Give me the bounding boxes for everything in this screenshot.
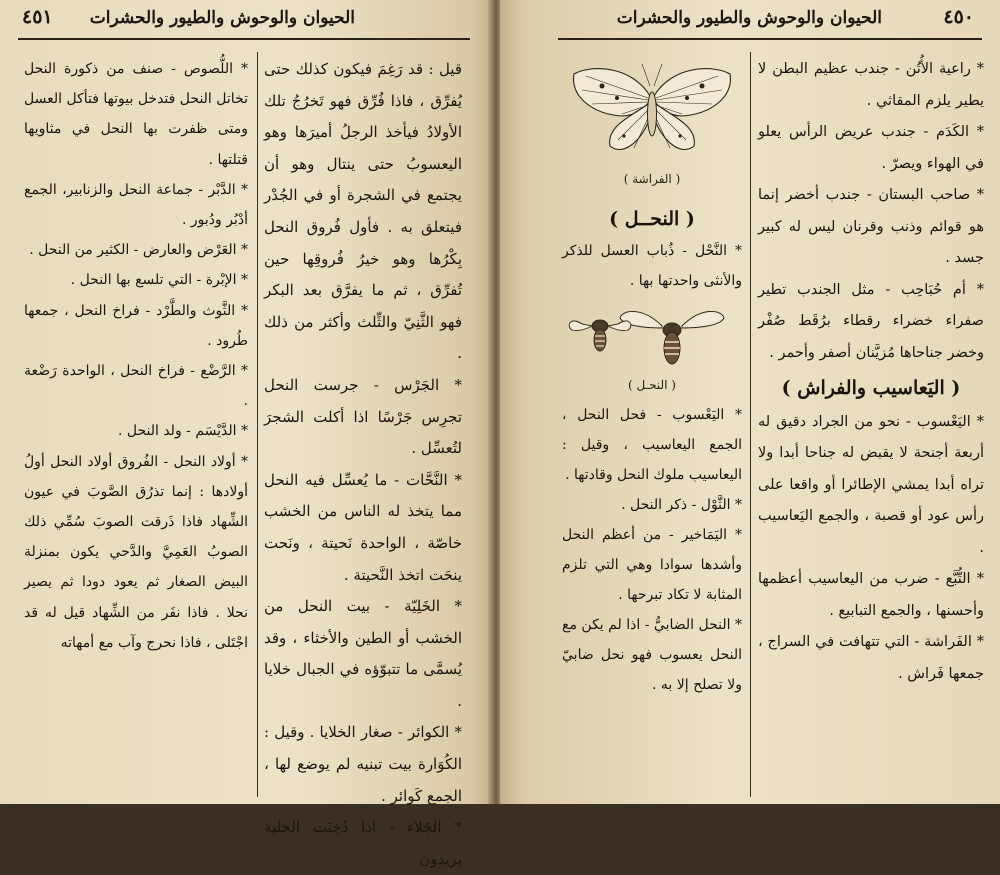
- entry: * النَّحَّات - ما يُعسِّل فيه النحل مما يتخذ له الناس من الخشب خاصّة ، الواحدة نَحيتة ، ونَحت ينحَت اتخذ النَّحيتة .: [264, 470, 462, 584]
- entry: * الثَّوْل - ذكر النحل .: [621, 497, 742, 513]
- entry: * الكَدَم - جندب عريض الرأس يعلو في الهواء ويصرّ .: [758, 124, 984, 172]
- entry: * النَّحْل - ذُباب العسل للذكر والأنثى واحدتها بها .: [562, 243, 742, 289]
- entry: * الجَلاء - اذا دُخِنَت الخلية يريدون: [264, 818, 462, 868]
- entry: * الدَّبْر - جماعة النحل والزنابير، الجمع أدْبُر ودُبور .: [24, 181, 248, 229]
- entry: * الخَلِيّة - بيت النحل من الخشب أو الطين والأخثاء ، وقد يُسمَّى ما تتبوّؤه في الجبال خلايا .: [264, 597, 462, 710]
- right-header-title: الحيوان والوحوش والطيور والحشرات: [616, 8, 882, 28]
- left-header-rule: [18, 38, 470, 40]
- entry: * الكوائر - صغار الخلايا . وقيل : الكُوَارة بيت تبنيه لم يوضع لها ، الجمع كَوائر .: [264, 723, 462, 805]
- left-page-number: ٤٥١: [22, 6, 53, 28]
- right-page-left-column: [562, 56, 742, 700]
- bees-caption: ( النحـل ): [628, 378, 676, 392]
- right-page: [500, 0, 1000, 804]
- left-page-left-column: [24, 54, 248, 658]
- entry: * الثَّوث والطَّرْد - فراخ النحل ، جمعها طُرود .: [24, 302, 248, 349]
- entry: * صاحب البستان - جندب أخضر إنما هو قوائم وذنب وقرنان ليس له كبير جسد .: [758, 187, 984, 266]
- entry: * أم حُبَاحِب - مثل الجندب تطير صفراء خضراء رقطاء برُقَط صُفْر وخضر جناحاها مُزيَّنان أصفر وأحمر .: [758, 281, 984, 361]
- entry: * العَرْض والعارض - الكثير من النحل .: [29, 242, 248, 259]
- bees-illustration: [562, 296, 742, 370]
- entry: * الجَرْس - جرست النحل تجرِس جَرْسًا اذا أكلت الشجرَ لتُعسِّل .: [264, 375, 462, 458]
- left-page-right-column: [264, 54, 462, 875]
- right-page-right-column: [758, 54, 984, 690]
- entry: * الرَّضْع - فراخ النحل ، الواحدة رَضْعة .: [24, 363, 248, 410]
- left-header-title: الحيوان والوحوش والطيور والحشرات: [89, 8, 355, 28]
- entry: * الدَّيْسَم - ولد النحل .: [117, 423, 248, 440]
- left-page-header: [0, 6, 470, 34]
- column-divider: [257, 52, 258, 797]
- entry: * الفَراشة - التي تتهافت في السراج ، جمعها فَراش .: [758, 634, 984, 682]
- right-header-rule: [558, 38, 982, 40]
- butterfly-illustration: [562, 56, 742, 164]
- column-divider: [750, 52, 751, 797]
- section-heading-nahl: ( النحــل ): [609, 208, 695, 230]
- section-heading-yaasib: ( اليَعاسيب والفراش ): [781, 377, 961, 399]
- butterfly-caption: ( الفراشة ): [623, 172, 681, 186]
- entry: * اللُّصوص - صنف من ذكورة النحل تخاتل النحل فتدخل بيوتها فتأكل العسل ومتى ظفرت بها النحل في مثاويها قتلتها .: [24, 61, 248, 168]
- left-page: [0, 0, 492, 868]
- entry: * أولاد النحل - الفُروق أولاد النحل أولُ أولادها : إنما تذرُق الصَّوبَ في عيون الشِّهاد فاذا ذَرقت الصوبَ سُمِّي ذلك الصوبُ العَمِيَّ والدَّحي يكون بمنزلة البيض الصغار ثم يعود دودا ثم يصير نحلا . فاذا نفَر من الشِّهاد قيل له قد اجْتَلى ، فاذا نحرج وآب مع أمهاته: [24, 453, 248, 651]
- entry: قيل : قد رَغِمَ فيكون كذلك حتى يُفرِّق ، فاذا فُرِّق فهو تَخرُجُ تلك الأولادُ فيأخذ الرجلُ أميرَها وهو اليعسوبُ حتى ينتال وهو أن يجتمع في الشجرة أو في الجُدْر فيتعلق به . فأول فُروق النحل بِكْرُها وهو خيرُ فُروقِها حين تُفرِّق ، ثم ما يفرَّق بعد البكر فهو الثَّنِيّ والثِّلث وأكثر من ذلك .: [264, 60, 462, 363]
- entry: * اليَعْسوب - فحل النحل ، الجمع اليعاسيب ، وقيل : اليعاسيب ملوك النحل وقادتها .: [562, 407, 742, 483]
- right-page-header: [500, 6, 1000, 34]
- entry: * اليَمَاخير - من أعظم النحل وأشدها سوادا وهي التي تلزم المثابة لا تكاد تبرحها .: [562, 527, 742, 603]
- entry: * النحل الضابيُّ - اذا لم يكن مع النحل يعسوب فهو نحل ضابيّ ولا تصلح إلا به .: [562, 617, 742, 693]
- entry: * الإبْرة - التي تلسع بها النحل .: [70, 272, 248, 289]
- entry: * اليَعْسوب - نحو من الجراد دقيق له أربعة أجنحة لا يقبض له جناحا أبدا ولا تراه أبدا يمشي الإطائرا أو واقعا على رأس عود أو قصبة ، والجمع اليَعاسيب .: [758, 413, 984, 556]
- entry: * راعية الأُتُن - جندب عظيم البطن لا يطير يلزم المقاثي .: [758, 61, 984, 109]
- right-page-number: ٤٥٠: [943, 6, 974, 28]
- entry: * التُّبَّع - ضرب من اليعاسيب أعظمها وأحسنها ، والجمع التبابيع .: [758, 571, 984, 619]
